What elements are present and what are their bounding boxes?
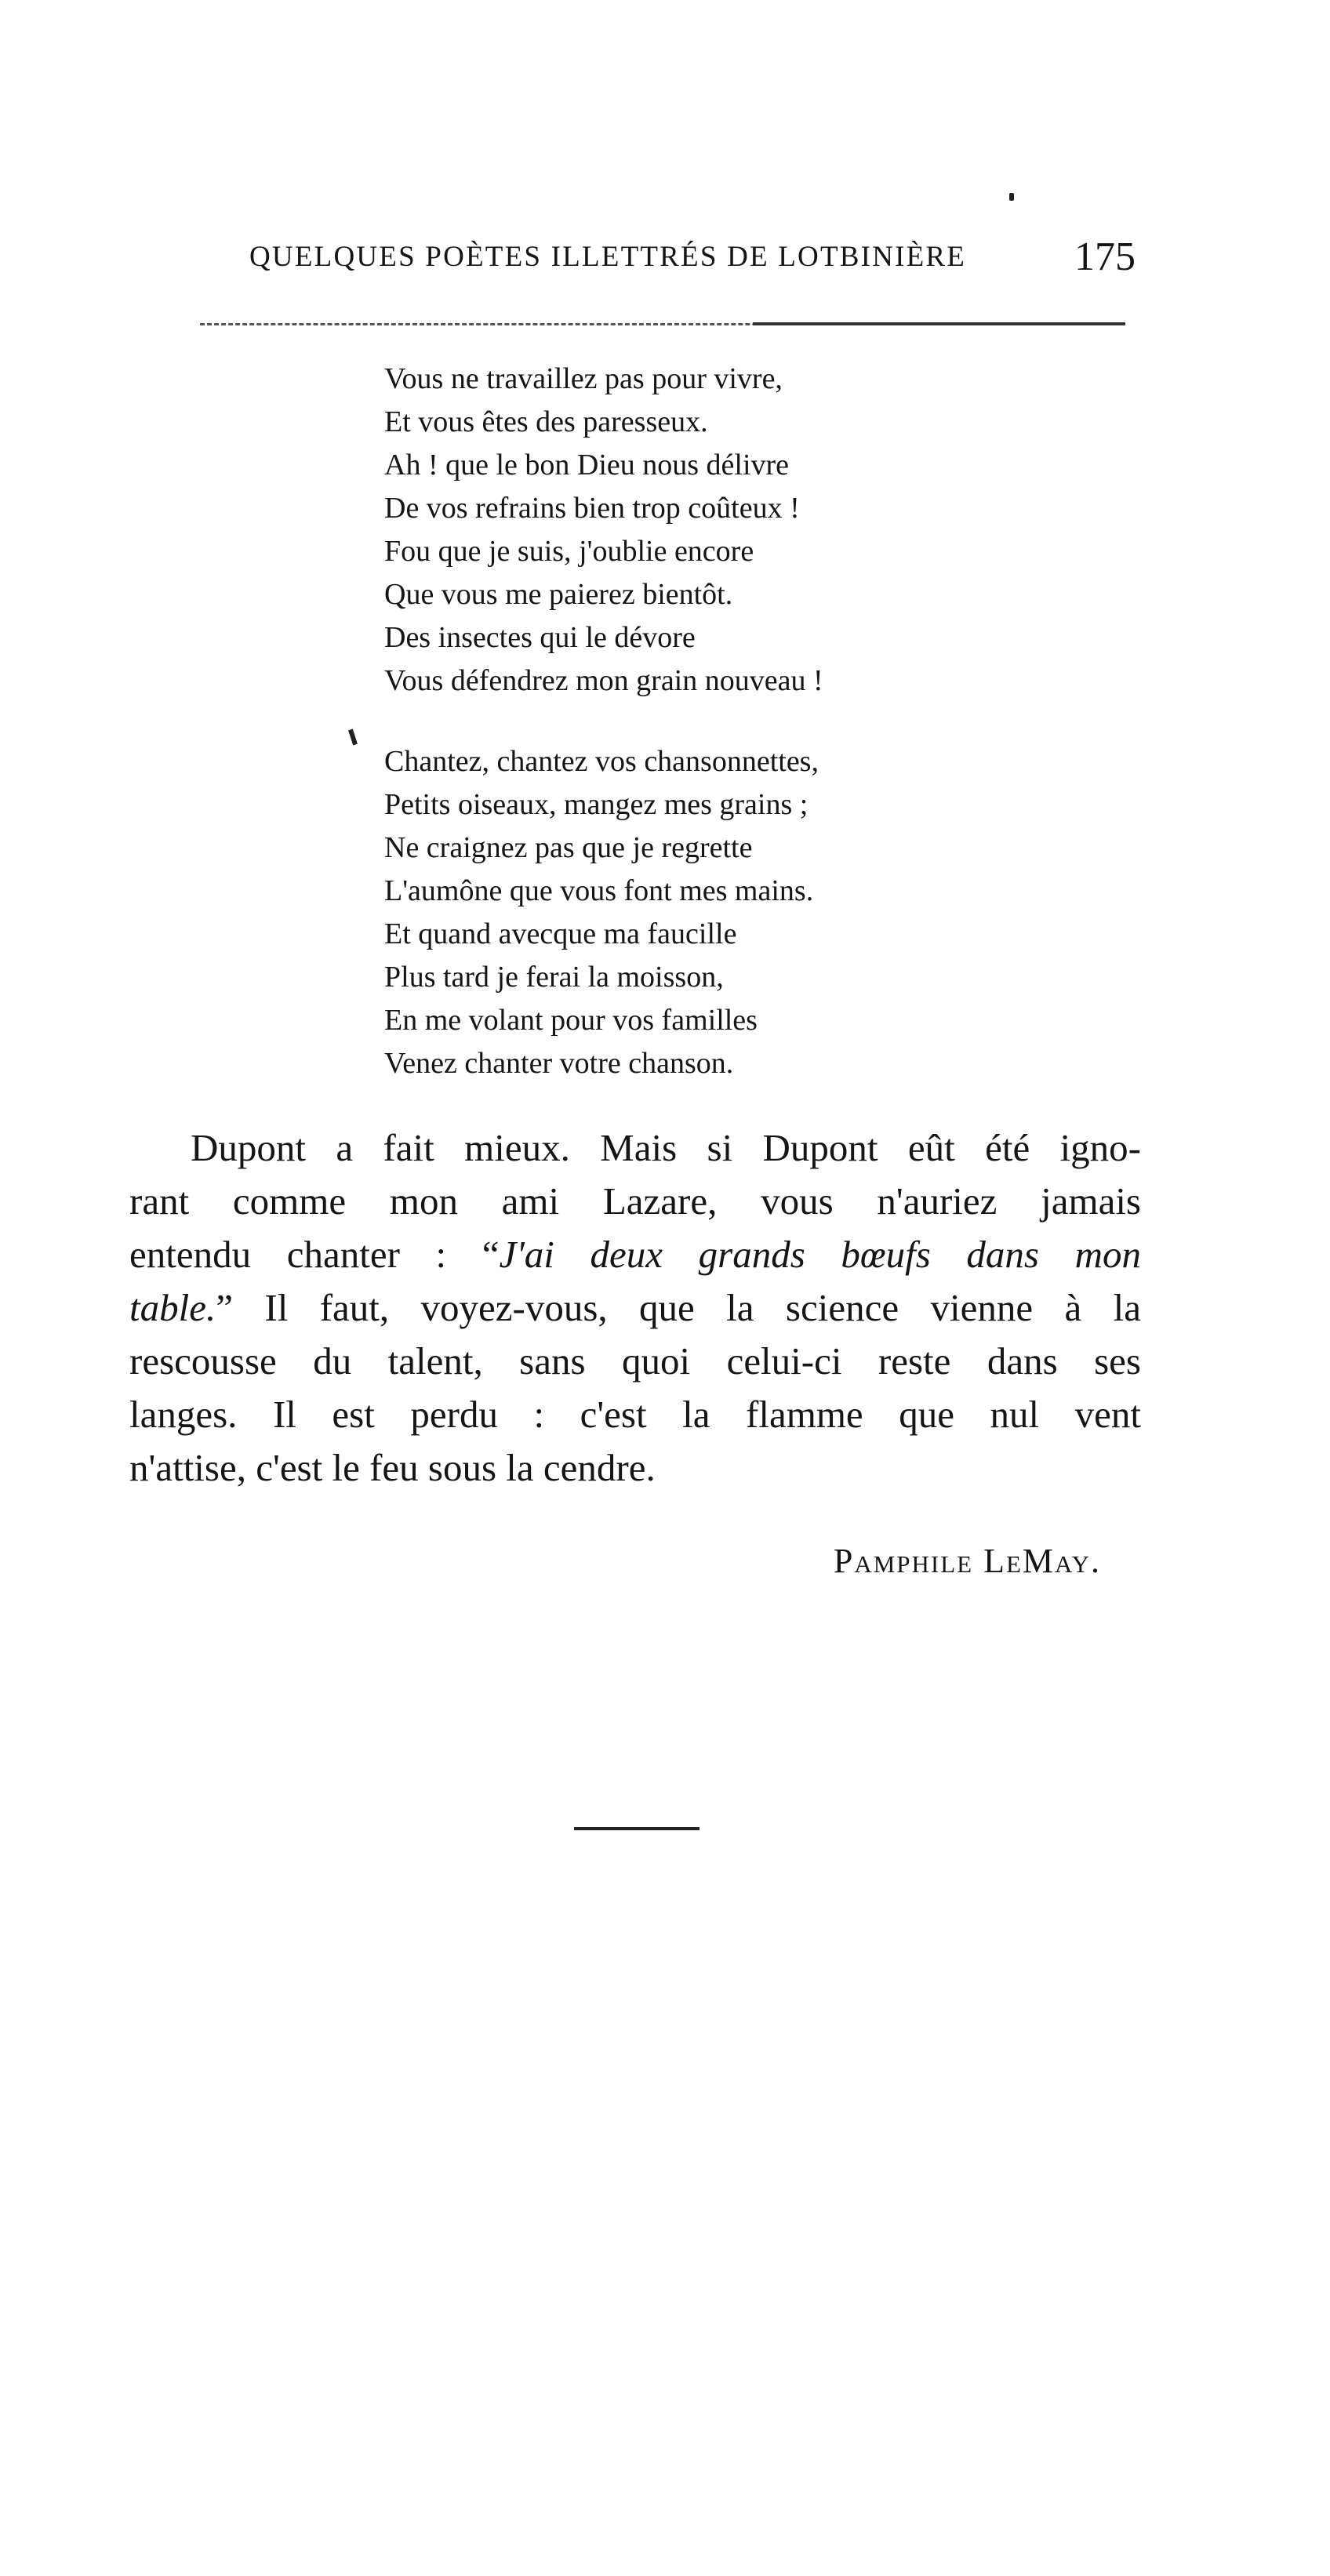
- end-rule: [574, 1827, 700, 1830]
- page-number: 175: [1074, 234, 1136, 279]
- verse-line: En me volant pour vos familles: [384, 1004, 758, 1037]
- poem-stanza-2: [384, 740, 1027, 1085]
- verse-line: Et vous êtes des paresseux.: [384, 405, 708, 438]
- prose-line: langes. Il est perdu : c'est la flamme que nul vent: [129, 1393, 1141, 1436]
- running-head: [249, 234, 1136, 281]
- author-signature: Pamphile LeMay.: [833, 1542, 1101, 1580]
- ink-mark: [348, 729, 358, 746]
- verse-line: Que vous me paierez bientôt.: [384, 578, 733, 611]
- song-title-italic: J'ai deux grands bœufs dans mon: [499, 1233, 1141, 1276]
- verse-line: Chantez, chantez vos chansonnettes,: [384, 745, 819, 778]
- prose-line: n'attise, c'est le feu sous la cendre.: [129, 1446, 656, 1489]
- verse-line: Vous ne travaillez pas pour vivre,: [384, 362, 783, 395]
- verse-line: De vos refrains bien trop coûteux !: [384, 492, 800, 525]
- verse-line: Plus tard je ferai la moisson,: [384, 961, 724, 994]
- song-title-italic: table.: [129, 1286, 216, 1329]
- verse-line: Ah ! que le bon Dieu nous délivre: [384, 449, 790, 481]
- prose-line: [129, 1228, 1141, 1281]
- verse-line: Et quand avecque ma faucille: [384, 917, 737, 950]
- prose-text: ” Il faut, voyez-vous, que la science vienne à la: [216, 1286, 1141, 1329]
- header-rule-solid: [753, 322, 1125, 325]
- prose-line: rant comme mon ami Lazare, vous n'auriez jamais: [129, 1179, 1141, 1223]
- prose-paragraph: [129, 1121, 1141, 1495]
- verse-line: Vous défendrez mon grain nouveau !: [384, 664, 823, 697]
- verse-line: Venez chanter votre chanson.: [384, 1047, 734, 1080]
- ink-mark: [1009, 193, 1014, 201]
- running-title: QUELQUES POÈTES ILLETTRÉS DE LOTBINIÈRE: [249, 241, 967, 273]
- verse-line: Fou que je suis, j'oublie encore: [384, 535, 754, 568]
- verse-line: Petits oiseaux, mangez mes grains ;: [384, 788, 809, 821]
- verse-line: L'aumône que vous font mes mains.: [384, 874, 814, 907]
- prose-line: Dupont a fait mieux. Mais si Dupont eût été igno-: [191, 1126, 1141, 1169]
- prose-line: [129, 1281, 1141, 1335]
- verse-line: Des insectes qui le dévore: [384, 621, 696, 654]
- verse-line: Ne craignez pas que je regrette: [384, 831, 753, 864]
- prose-text: entendu chanter : “: [129, 1233, 500, 1276]
- poem-stanza-1: [384, 358, 1027, 703]
- prose-line: rescousse du talent, sans quoi celui-ci reste dans ses: [129, 1339, 1141, 1382]
